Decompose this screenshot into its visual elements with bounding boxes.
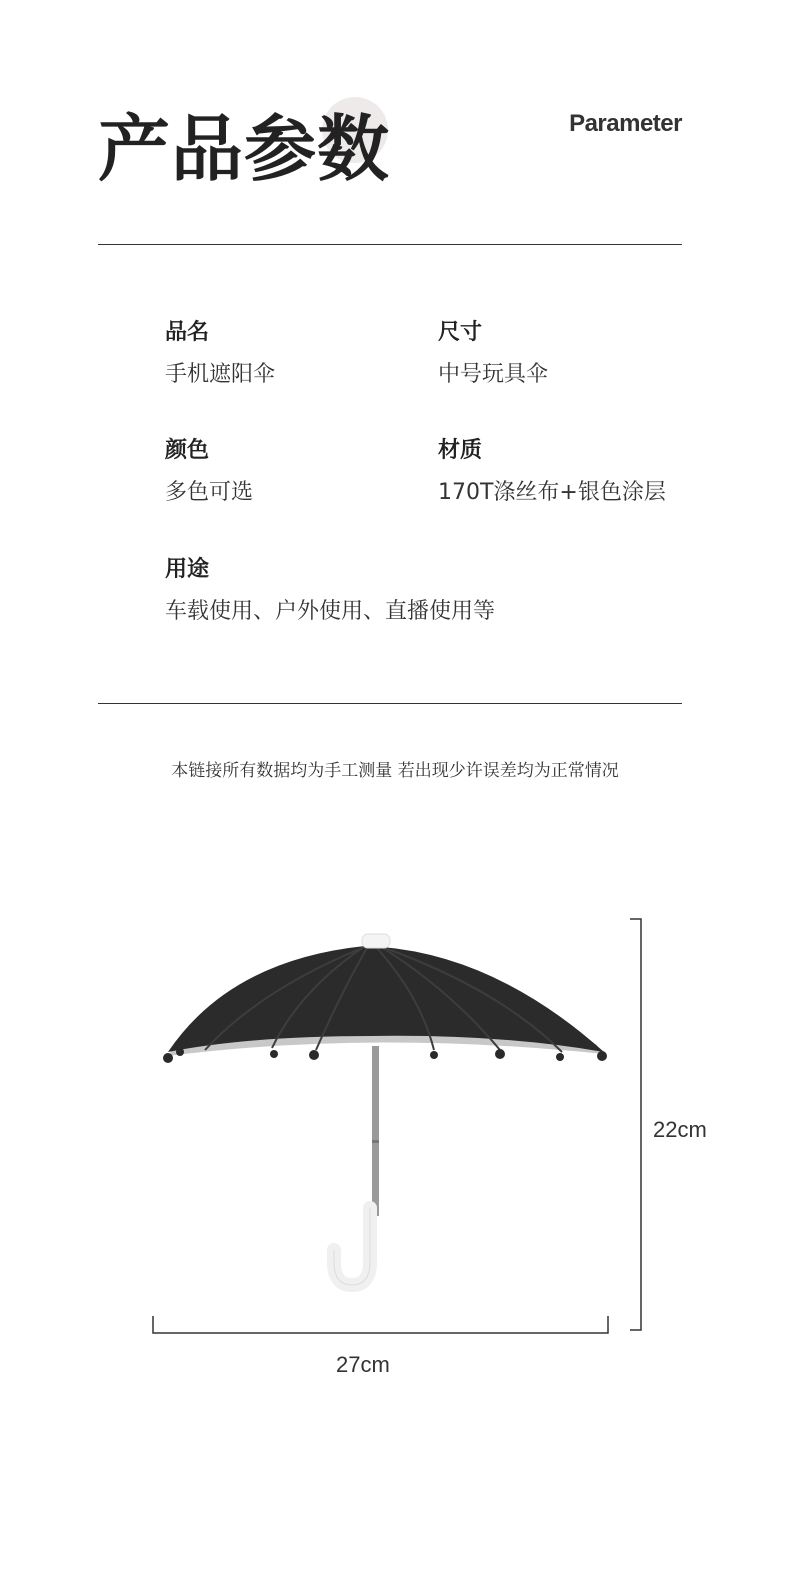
param-value: 中号玩具伞 xyxy=(438,362,549,387)
umbrella-top-cap xyxy=(362,934,390,948)
width-dimension xyxy=(153,1316,608,1333)
param-value: 车载使用、户外使用、直播使用等 xyxy=(165,599,496,624)
umbrella-shaft xyxy=(372,1046,379,1216)
page-subtitle: Parameter xyxy=(569,110,682,137)
width-label: 27cm xyxy=(336,1352,390,1377)
param-label: 尺寸 xyxy=(438,320,483,345)
page-title: 产品参数 xyxy=(98,107,391,191)
param-label: 品名 xyxy=(165,320,210,345)
param-value: 多色可选 xyxy=(165,480,254,505)
param-label: 颜色 xyxy=(165,438,210,463)
height-label: 22cm xyxy=(653,1117,707,1142)
param-value: 170T涤丝布+银色涂层 xyxy=(438,480,666,505)
measurement-note: 本链接所有数据均为手工测量 若出现少许误差均为正常情况 xyxy=(171,761,619,781)
param-label: 用途 xyxy=(165,557,210,582)
rib-tips xyxy=(163,1048,607,1063)
umbrella-handle xyxy=(334,1208,370,1285)
param-label: 材质 xyxy=(438,438,483,463)
height-dimension xyxy=(630,919,641,1330)
param-value: 手机遮阳伞 xyxy=(165,362,276,387)
